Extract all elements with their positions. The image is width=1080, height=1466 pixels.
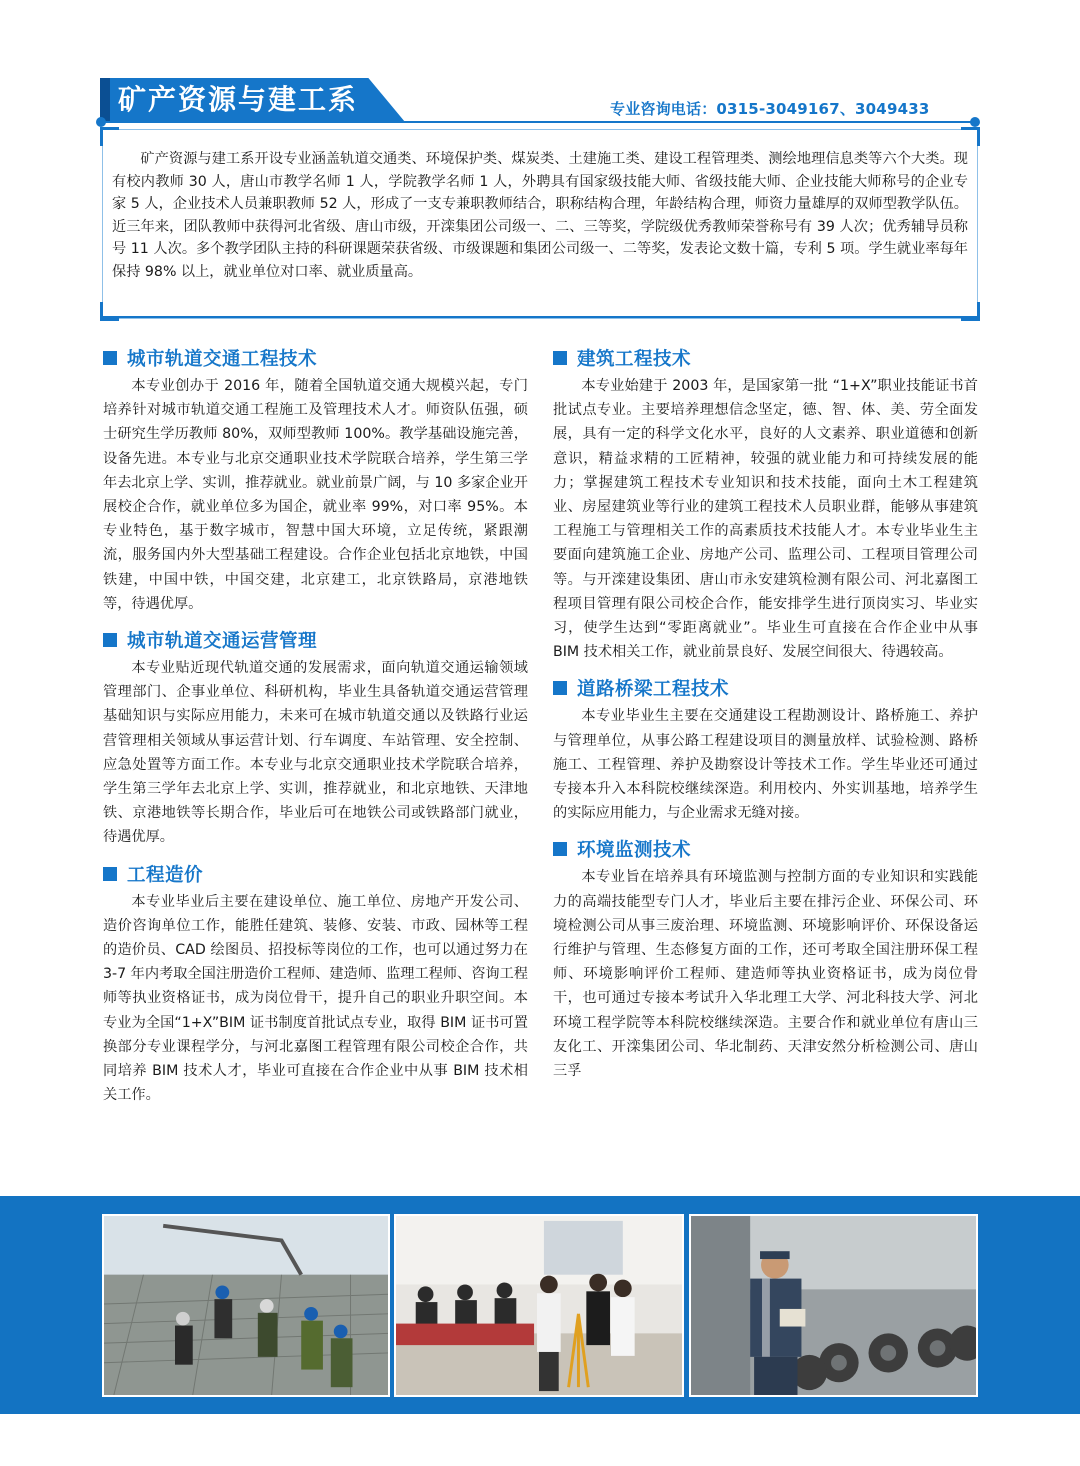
section-heading <box>103 626 528 654</box>
workshop-photo <box>689 1214 978 1397</box>
program-section <box>103 860 528 1108</box>
classroom-photo <box>394 1214 684 1397</box>
section-title: 工程造价 <box>127 864 204 886</box>
section-body: 本专业始建于 2003 年，是国家第一批 “1+X”职业技能证书首批试点专业。主要培养理想信念坚定，德、智、体、美、劳全面发展，具有一定的科学文化水平，良好的人文素养、职业道德和创新意识，精益求精的工匠精神，较强的就业能力和可持续发展的能力；掌握建筑工程技术专业知识和技术技能，面向土木工程建筑业、房屋建筑业等行业的建筑工程技术人员职业群，能够从事建筑工程施工与管理相关工作的高素质技术技能人才。本专业毕业生主要面向建筑施工企业、房地产公司、监理公司、工程项目管理公司等。与开滦建设集团、唐山市永安建筑检测有限公司、河北嘉图工程项目管理有限公司校企合作，能安排学生进行顶岗实习、毕业实习，使学生达到“零距离就业”。毕业生可直接在合作企业中从事 BIM 技术相关工作，就业前景良好、发展空间很大、待遇较高。 <box>553 378 978 661</box>
section-heading <box>103 344 528 372</box>
frame-corner <box>100 127 119 146</box>
consult-hotline: 专业咨询电话：0315-3049167、3049433 <box>610 100 930 118</box>
section-heading <box>553 674 978 702</box>
construction-site-photo <box>102 1214 390 1397</box>
frame-corner <box>961 127 980 146</box>
header-divider <box>100 121 976 123</box>
program-section <box>103 626 528 850</box>
square-bullet-icon <box>553 351 567 365</box>
intro-paragraph: 矿产资源与建工系开设专业涵盖轨道交通类、环境保护类、煤炭类、土建施工类、建设工程管理类、测绘地理信息类等六个大类。现有校内教师 30 人，唐山市教学名师 1 人，学院教学名师 1 人，外聘具有国家级技能大师、省级技能大师、企业技能大师称号的企业专家 5 人，企业技术人员兼职教师 52 人，形成了一支专兼职教师结合，职称结构合理，年龄结构合理，师资力量雄厚的双师型教学队伍。近三年来，团队教师中获得河北省级、唐山市级，开滦集团公司级一、二、三等奖，学院级优秀教师荣誉称号有 39 人次；优秀辅导员称号 11 人次。多个教学团队主持的科研课题荣获省级、市级课题和集团公司级一、二等奖，发表论文数十篇，专利 5 项。学生就业率每年保持 98% 以上，就业单位对口率、就业质量高。 <box>112 151 968 280</box>
section-body: 本专业创办于 2016 年，随着全国轨道交通大规模兴起，专门培养针对城市轨道交通工程施工及管理技术人才。师资队伍强，硕士研究生学历教师 80%，双师型教师 100%。教学基础设施完善，设备先进。本专业与北京交通职业技术学院联合培养，学生第三学年去北京上学、实训，推荐就业。就业前景广阔，与 10 多家企业开展校企合作，就业单位多为国企，就业率 99%，对口率 95%。本专业特色，基于数字城市，智慧中国大环境，立足传统，紧跟潮流，服务国内外大型基础工程建设。合作企业包括北京地铁，中国铁建，中国中铁，中国交建，北京建工，北京铁路局，京港地铁等，待遇优厚。 <box>103 378 528 612</box>
frame-corner <box>961 302 980 321</box>
frame-corner <box>100 302 119 321</box>
section-body: 本专业毕业后主要在建设单位、施工单位、房地产开发公司、造价咨询单位工作，能胜任建筑、装修、安装、市政、园林等工程的造价员、CAD 绘图员、招投标等岗位的工作，也可以通过努力在 3-7 年内考取全国注册造价工程师、建造师、监理工程师、咨询工程师等执业资格证书，成为岗位骨干，提升自己的职业升职空间。本专业为全国“1+X”BIM 证书制度首批试点专业，取得 BIM 证书可置换部分专业课程学分，与河北嘉图工程管理有限公司校企合作，共同培养 BIM 技术人才，毕业可直接在合作企业中从事 BIM 技术相关工作。 <box>103 893 528 1104</box>
square-bullet-icon <box>103 867 117 881</box>
program-section <box>553 835 978 1083</box>
square-bullet-icon <box>553 842 567 856</box>
section-body: 本专业旨在培养具有环境监测与控制方面的专业知识和实践能力的高端技能型专门人才，毕业后主要在排污企业、环保公司、环境检测公司从事三废治理、环境监测、环境影响评价、环保设备运行维护与管理、生态修复方面的工作，还可考取全国注册环保工程师、环境影响评价工程师、建造师等执业资格证书，成为岗位骨干，也可通过专接本考试升入华北理工大学、河北科技大学、河北环境工程学院等本科院校继续深造。主要合作和就业单位有唐山三友化工、开滦集团公司、华北制药、天津安然分析检测公司、唐山三孚 <box>553 869 978 1080</box>
section-heading <box>103 860 528 888</box>
divider-dot <box>96 117 106 127</box>
square-bullet-icon <box>103 351 117 365</box>
section-title: 城市轨道交通运营管理 <box>127 631 318 653</box>
section-title: 环境监测技术 <box>577 840 692 862</box>
section-title: 城市轨道交通工程技术 <box>127 349 318 370</box>
section-title: 道路桥梁工程技术 <box>577 679 730 701</box>
section-heading <box>553 835 978 863</box>
right-column <box>553 344 978 1093</box>
page-title: 矿产资源与建工系 <box>118 83 359 116</box>
program-section <box>553 344 978 664</box>
section-body: 本专业毕业生主要在交通建设工程勘测设计、路桥施工、养护与管理单位，从事公路工程建设项目的测量放样、试验检测、路桥施工、工程管理、养护及勘察设计等技术工作。学生毕业还可通过专接本升入本科院校继续深造。利用校内、外实训基地，培养学生的实际应用能力，与企业需求无缝对接。 <box>553 708 978 822</box>
section-title: 建筑工程技术 <box>577 349 692 370</box>
section-body: 本专业贴近现代轨道交通的发展需求，面向轨道交通运输领域管理部门、企事业单位、科研机构，毕业生具备轨道交通运营管理基础知识与实际应用能力，未来可在城市轨道交通以及铁路行业运营管理相关领域从事运营计划、行车调度、车站管理、安全控制、应急处置等方面工作。本专业与北京交通职业技术学院联合培养，学生第三学年去北京上学、实训，推荐就业，和北京地铁、天津地铁、京港地铁等长期合作，毕业后可在地铁公司或铁路部门就业，待遇优厚。 <box>103 660 528 846</box>
title-banner-accent <box>100 78 110 122</box>
program-section <box>553 674 978 825</box>
intro-divider <box>102 316 978 318</box>
square-bullet-icon <box>103 633 117 647</box>
program-section <box>103 344 528 616</box>
divider-dot <box>970 117 980 127</box>
square-bullet-icon <box>553 681 567 695</box>
left-column <box>103 344 528 1117</box>
section-heading <box>553 344 978 372</box>
